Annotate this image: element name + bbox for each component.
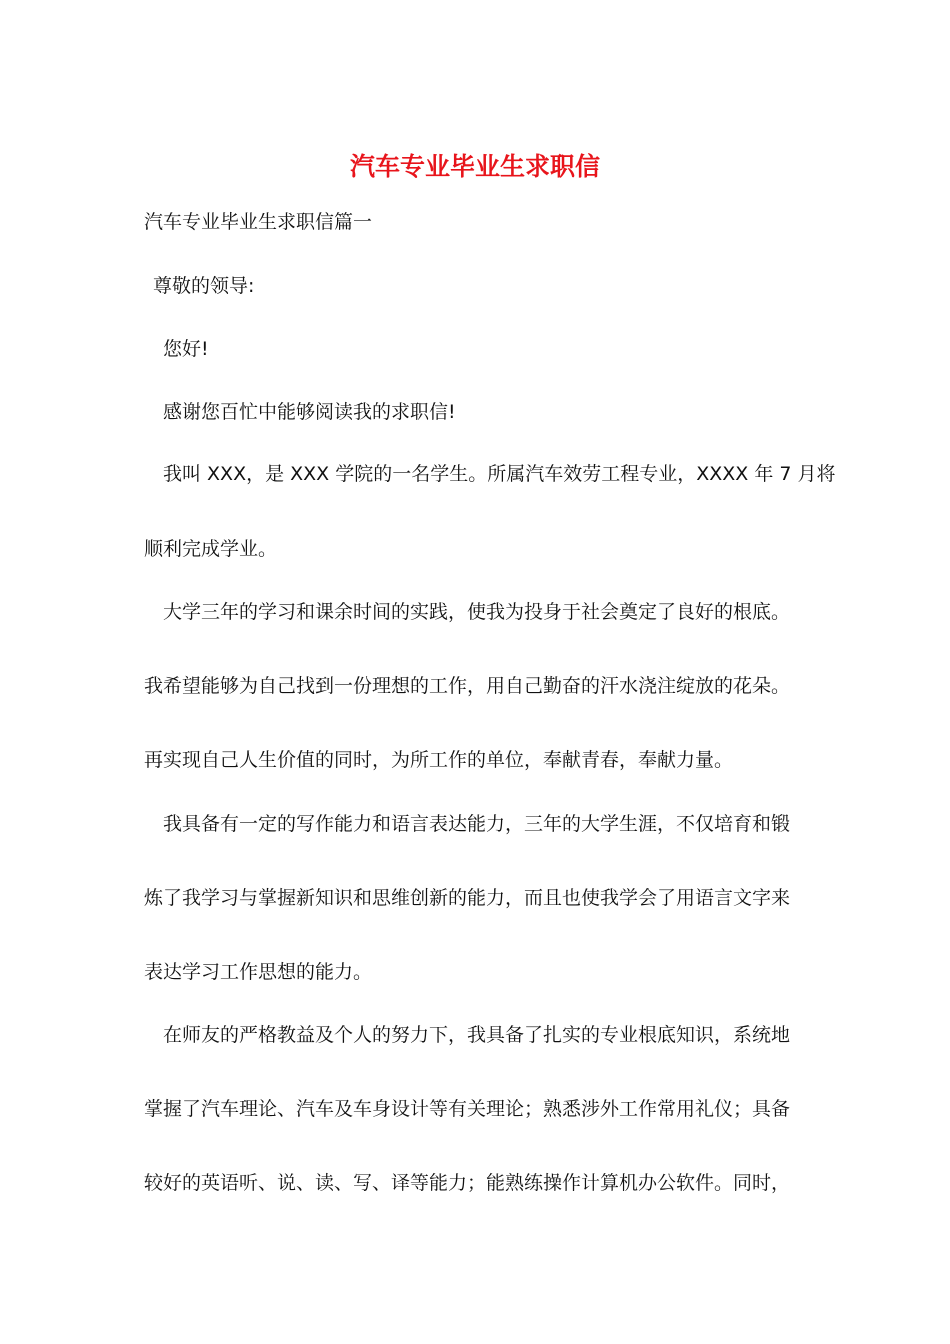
- section-heading: 汽车专业毕业生求职信篇一: [144, 211, 373, 233]
- body-line: 顺利完成学业。: [144, 538, 278, 560]
- body-line: 掌握了汽车理论、汽车及车身设计等有关理论；熟悉涉外工作常用礼仪；具备: [144, 1098, 791, 1120]
- body-line: 表达学习工作思想的能力。: [144, 961, 373, 983]
- body-line: 我叫 XXX，是 XXX 学院的一名学生。所属汽车效劳工程专业，XXXX 年 7 月将: [163, 463, 836, 485]
- body-line: 我具备有一定的写作能力和语言表达能力，三年的大学生涯，不仅培育和锻: [163, 813, 791, 835]
- salutation: 尊敬的领导:: [153, 275, 255, 297]
- body-line: 大学三年的学习和课余时间的实践，使我为投身于社会奠定了良好的根底。: [163, 601, 791, 623]
- body-line: 炼了我学习与掌握新知识和思维创新的能力，而且也使我学会了用语言文字来: [144, 887, 791, 909]
- document-title: 汽车专业毕业生求职信: [349, 152, 600, 181]
- greeting: 您好!: [163, 338, 209, 360]
- body-line: 我希望能够为自己找到一份理想的工作，用自己勤奋的汗水浇注绽放的花朵。: [144, 675, 791, 697]
- body-line: 较好的英语听、说、读、写、译等能力；能熟练操作计算机办公软件。同时，: [144, 1172, 791, 1194]
- body-line: 感谢您百忙中能够阅读我的求职信!: [163, 401, 456, 423]
- body-line: 在师友的严格教益及个人的努力下，我具备了扎实的专业根底知识，系统地: [163, 1024, 791, 1046]
- body-line: 再实现自己人生价值的同时，为所工作的单位，奉献青春，奉献力量。: [144, 749, 734, 771]
